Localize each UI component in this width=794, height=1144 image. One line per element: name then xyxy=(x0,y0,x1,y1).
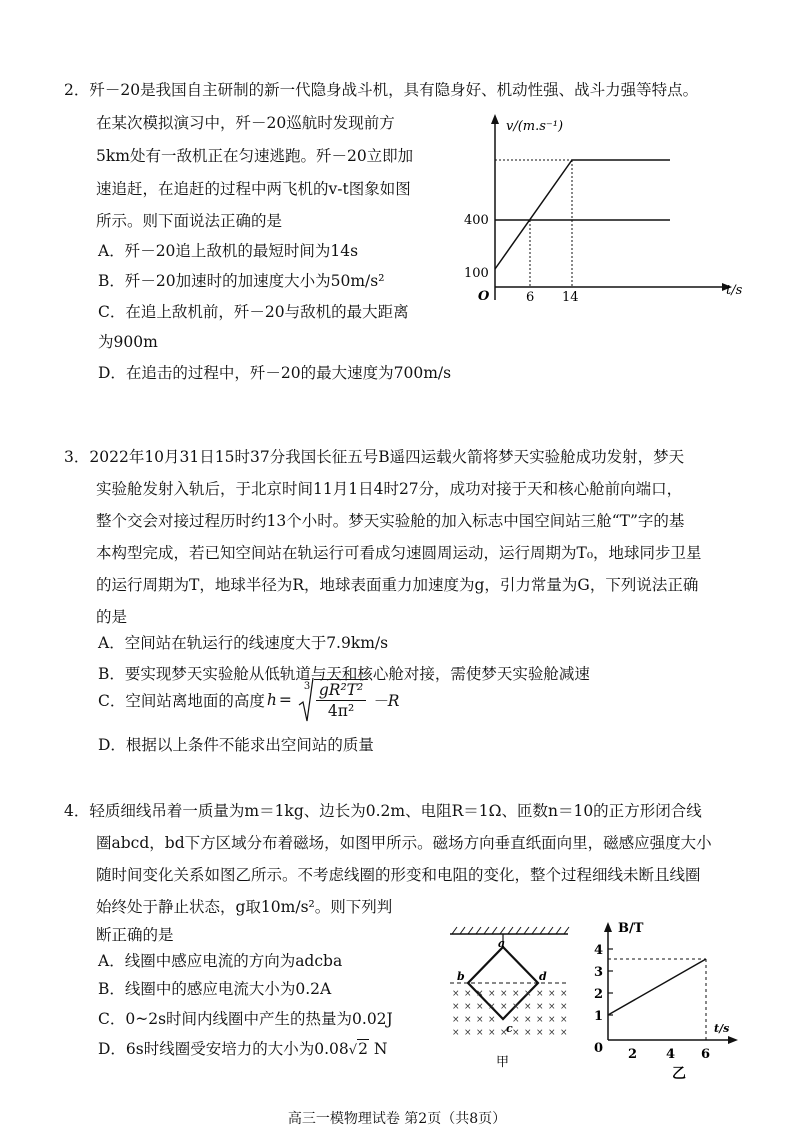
bt-ylabel: B/T xyxy=(618,921,644,936)
q4-number: 4． xyxy=(64,802,90,820)
svg-text:×: × xyxy=(524,989,532,999)
svg-text:×: × xyxy=(464,1002,472,1012)
q3-line-3: 整个交会对接过程历时约13个小时。梦天实验舱的加入标志中国空间站三舱“T”字的基 xyxy=(96,512,685,530)
q2-vt-graph xyxy=(456,110,756,310)
label-c: c xyxy=(506,1022,513,1035)
svg-text:×: × xyxy=(548,1015,556,1025)
svg-text:×: × xyxy=(500,1028,508,1038)
q2-number: 2． xyxy=(64,81,90,99)
caption-yi: 乙 xyxy=(672,1066,686,1082)
bt-origin: 0 xyxy=(594,1041,604,1056)
q3-number: 3． xyxy=(64,448,90,466)
q3-line-1: 3．2022年10月31日15时37分我国长征五号B遥四运载火箭将梦天实验舱成功发射，梦天 xyxy=(64,448,685,466)
svg-text:×: × xyxy=(560,989,568,999)
svg-text:×: × xyxy=(488,1002,496,1012)
svg-text:×: × xyxy=(476,1028,484,1038)
q3-option-b: B．要实现梦天实验舱从低轨道与天和核心舱对接，需使梦天实验舱减速 xyxy=(98,665,590,683)
svg-text:×: × xyxy=(512,989,520,999)
svg-text:×: × xyxy=(536,989,544,999)
q3-option-d: D．根据以上条件不能求出空间站的质量 xyxy=(98,736,374,754)
vt-y-100: 100 xyxy=(464,266,489,281)
svg-text:×: × xyxy=(512,1015,520,1025)
cube-root: 3 $\frac{\text{gR²T²}}{\text{4π²}}$ xyxy=(298,677,368,723)
svg-text:×: × xyxy=(476,1015,484,1025)
q2-option-a: A．歼－20追上敌机的最短时间为14s xyxy=(98,242,359,260)
bt-y-4: 4 xyxy=(594,943,604,958)
svg-text:×: × xyxy=(548,1028,556,1038)
q2-option-c-cont: 为900m xyxy=(98,333,158,351)
formula-numerator: gR²T² xyxy=(316,680,366,701)
svg-text:×: × xyxy=(548,989,556,999)
svg-text:×: × xyxy=(464,989,472,999)
bt-line xyxy=(608,959,706,1015)
svg-text:×: × xyxy=(524,1028,532,1038)
q3-option-a: A．空间站在轨运行的线速度大于7.9km/s xyxy=(98,634,389,652)
q4-option-a: A．线圈中感应电流的方向为adcba xyxy=(98,952,343,970)
bt-x-4: 4 xyxy=(666,1047,676,1062)
q4-line-2: 圈abcd，bd下方区域分布着磁场，如图甲所示。磁场方向垂直纸面向里，磁感应强度大小 xyxy=(96,834,712,852)
q2-line-1: 2．歼－20是我国自主研制的新一代隐身战斗机，具有隐身好、机动性强、战斗力强等特点。 xyxy=(64,81,699,99)
vt-x-14: 14 xyxy=(562,290,579,305)
label-a: a xyxy=(498,937,506,950)
caption-jia: 甲 xyxy=(496,1055,510,1070)
svg-text:×: × xyxy=(488,1015,496,1025)
svg-text:×: × xyxy=(512,1002,520,1012)
q4-line-4: 始终处于静止状态，g取10m/s²。则下列判 xyxy=(96,898,393,916)
bt-y-1: 1 xyxy=(594,1009,604,1024)
q4-line-3: 随时间变化关系如图乙所示。不考虑线圈的形变和电阻的变化，整个过程细线未断且线圈 xyxy=(96,866,701,884)
vt-x-6: 6 xyxy=(526,290,535,305)
vt-ylabel: v/(m.s⁻¹) xyxy=(506,119,564,134)
q2-option-b: B．歼－20加速时的加速度大小为50m/s² xyxy=(98,272,385,290)
page-footer: 高三一模物理试卷 第2页（共8页） xyxy=(287,1111,507,1127)
svg-text:×: × xyxy=(452,989,460,999)
svg-text:×: × xyxy=(548,1002,556,1012)
q4-option-b: B．线圈中的感应电流大小为0.2A xyxy=(98,980,332,998)
svg-text:×: × xyxy=(512,1028,520,1038)
q2-line-2: 在某次模拟演习中，歼－20巡航时发现前方 xyxy=(96,114,395,132)
svg-text:×: × xyxy=(536,1002,544,1012)
q4-option-c: C．0~2s时间内线圈中产生的热量为0.02J xyxy=(98,1010,393,1028)
bt-x-6: 6 xyxy=(701,1047,711,1062)
svg-text:×: × xyxy=(452,1015,460,1025)
svg-text:×: × xyxy=(464,1015,472,1025)
vt-y-arrow xyxy=(491,114,499,124)
svg-text:×: × xyxy=(464,1028,472,1038)
svg-text:×: × xyxy=(488,989,496,999)
svg-text:×: × xyxy=(560,1015,568,1025)
svg-text:×: × xyxy=(476,1002,484,1012)
svg-text:×: × xyxy=(524,1002,532,1012)
q4-fig-jia xyxy=(448,922,578,1072)
bt-xlabel: t/s xyxy=(714,1022,730,1035)
svg-text:×: × xyxy=(560,1002,568,1012)
q4-line-1: 4．轻质细线吊着一质量为m＝1kg、边长为0.2m、电阻R＝1Ω、匝数n＝10的正方形闭合线 xyxy=(64,802,702,820)
bt-x-arrow xyxy=(728,1036,738,1044)
q3-option-c: C．空间站离地面的高度 h = 3 $\frac{\text{gR²T²}}{\text{4π²}}$ －R xyxy=(98,670,399,730)
ceiling-hatch xyxy=(452,927,569,934)
q2-line-5: 所示。则下面说法正确的是 xyxy=(96,212,283,230)
vt-xlabel: t/s xyxy=(726,283,743,298)
q2-line-4: 速追赶，在追赶的过程中两飞机的v-t图象如图 xyxy=(96,180,411,198)
q2-option-d: D．在追击的过程中，歼－20的最大速度为700m/s xyxy=(98,364,452,382)
q4-line-5: 断正确的是 xyxy=(96,926,174,944)
label-d: d xyxy=(539,970,547,983)
q3-line-4: 本构型完成，若已知空间站在轨运行可看成匀速圆周运动，运行周期为T₀，地球同步卫星 xyxy=(96,544,702,562)
svg-text:×: × xyxy=(500,1002,508,1012)
svg-text:×: × xyxy=(536,1028,544,1038)
bt-x-2: 2 xyxy=(628,1047,638,1062)
q3-line-6: 的是 xyxy=(96,608,128,626)
svg-text:×: × xyxy=(488,1028,496,1038)
q2-line-3: 5km处有一敌机正在匀速逃跑。歼－20立即加 xyxy=(96,147,414,165)
bt-y-2: 2 xyxy=(594,987,604,1002)
vt-fighter-line xyxy=(495,160,670,269)
svg-text:×: × xyxy=(536,1015,544,1025)
q3-line-2: 实验舱发射入轨后，于北京时间11月1日4时27分，成功对接于天和核心舱前向端口， xyxy=(96,480,683,498)
vt-origin: O xyxy=(478,289,490,304)
q4-option-d: D．6s时线圈受安培力的大小为0.08√2 N xyxy=(98,1040,388,1058)
svg-text:×: × xyxy=(500,989,508,999)
svg-text:×: × xyxy=(452,1002,460,1012)
bt-y-arrow xyxy=(604,922,612,932)
q2-option-c: C．在追上敌机前，歼－20与敌机的最大距离 xyxy=(98,303,409,321)
bt-y-3: 3 xyxy=(594,965,604,980)
q3-line-5: 的运行周期为T，地球半径为R，地球表面重力加速度为g，引力常量为G，下列说法正确 xyxy=(96,576,699,594)
svg-text:×: × xyxy=(524,1015,532,1025)
svg-text:×: × xyxy=(452,1028,460,1038)
vt-y-400: 400 xyxy=(464,213,489,228)
svg-text:×: × xyxy=(560,1028,568,1038)
svg-text:×: × xyxy=(476,989,484,999)
formula-denominator: 4π² xyxy=(327,702,355,720)
label-b: b xyxy=(457,970,465,983)
q4-fig-yi xyxy=(586,916,756,1084)
